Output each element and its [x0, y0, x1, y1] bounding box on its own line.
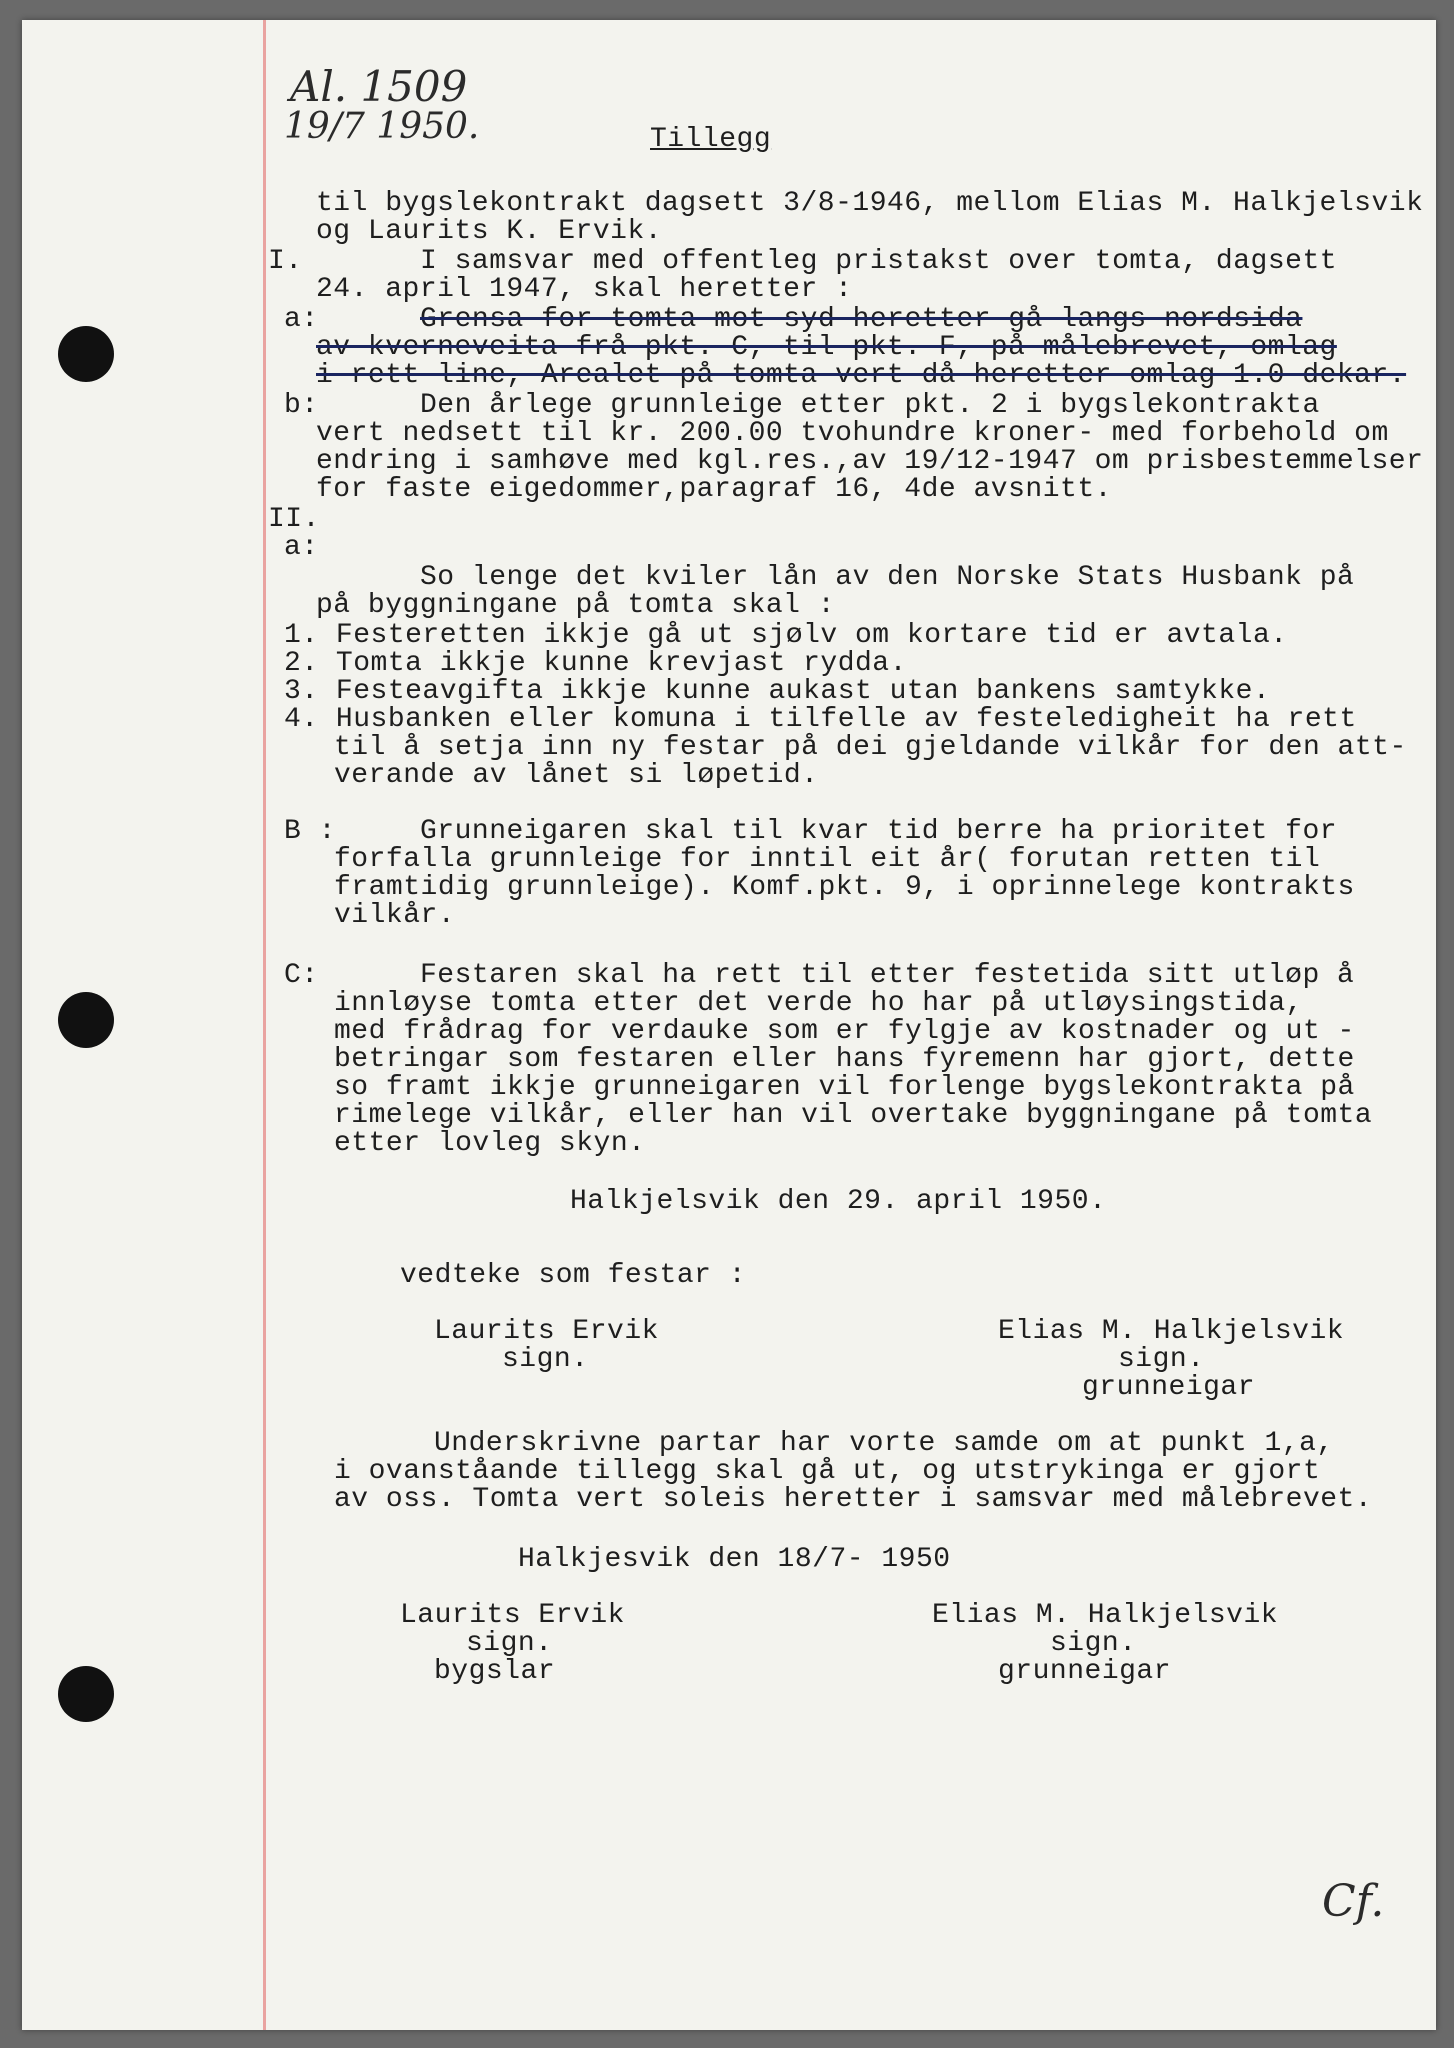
struck-line: av kverneveita frå pkt. C, til pkt. F, på målebrevet, omlag — [316, 332, 1337, 363]
paragraph-line: I samsvar med offentleg pristakst over tomta, dagsett — [420, 246, 1338, 277]
paragraph-line: med frådrag for verdauke som er fylgje av kostnader og ut - — [334, 1016, 1355, 1047]
paragraph-line: for faste eigedommer,paragraf 16, 4de avsnitt. — [316, 474, 1112, 505]
paragraph-line: av oss. Tomta vert soleis heretter i samsvar med målebrevet. — [334, 1484, 1373, 1515]
paragraph-line: vert nedsett til kr. 200.00 tvohundre kroner- med forbehold om — [316, 418, 1389, 449]
signature-name: Laurits Ervik — [400, 1600, 625, 1631]
struck-line: Grensa for tomta mot syd heretter gå langs nordsida — [420, 304, 1303, 335]
section-label: I. — [268, 246, 303, 277]
signature-role: grunneigar — [998, 1656, 1172, 1687]
handwritten-initials: Cf. — [1322, 1876, 1385, 1927]
accepted-label: vedteke som festar : — [400, 1260, 747, 1291]
punch-hole — [58, 992, 114, 1048]
paragraph-line: rimelege vilkår, eller han vil overtake byggningane på tomta — [334, 1100, 1373, 1131]
paragraph-line: endring i samhøve med kgl.res.,av 19/12-1947 om prisbestemmelser — [316, 446, 1424, 477]
punch-hole — [58, 326, 114, 382]
list-item: 2. Tomta ikkje kunne krevjast rydda. — [284, 648, 907, 679]
struck-line: i rett line, Arealet på tomta vert då heretter omlag 1.0 dekar. — [316, 360, 1407, 391]
paragraph-line: på byggningane på tomta skal : — [316, 590, 836, 621]
section-label: II. — [268, 504, 320, 535]
signature-sign: sign. — [1118, 1344, 1205, 1375]
item-label: b: — [284, 390, 319, 421]
list-item: til å setja inn ny festar på dei gjeldande vilkår for den att- — [334, 732, 1407, 763]
signature-role: grunneigar — [1082, 1372, 1256, 1403]
signature-role: bygslar — [434, 1656, 556, 1687]
signature-sign: sign. — [502, 1344, 589, 1375]
paragraph-line: i ovanståande tillegg skal gå ut, og utstrykinga er gjort — [334, 1456, 1321, 1487]
paragraph-line: etter lovleg skyn. — [334, 1128, 646, 1159]
paragraph-line: So lenge det kviler lån av den Norske Stats Husbank på — [420, 562, 1355, 593]
list-item: 3. Festeavgifta ikkje kunne aukast utan bankens samtykke. — [284, 676, 1271, 707]
paragraph-line: betringar som festaren eller hans fyremenn har gjort, dette — [334, 1044, 1355, 1075]
list-item: verande av lånet si løpetid. — [334, 760, 819, 791]
paragraph-line: innløyse tomta etter det verde ho har på utløysingstida, — [334, 988, 1303, 1019]
place-date: Halkjelsvik den 29. april 1950. — [570, 1186, 1107, 1217]
paragraph-line: vilkår. — [334, 900, 456, 931]
signature-sign: sign. — [466, 1628, 553, 1659]
paragraph-line: forfalla grunnleige for inntil eit år( forutan retten til — [334, 844, 1321, 875]
item-label: C: — [284, 960, 319, 991]
paragraph-line: Festaren skal ha rett til etter festetida sitt utløp å — [420, 960, 1355, 991]
paragraph-line: framtidig grunnleige). Komf.pkt. 9, i oprinnelege kontrakts — [334, 872, 1355, 903]
list-item: 1. Festeretten ikkje gå ut sjølv om kortare tid er avtala. — [284, 620, 1288, 651]
paragraph-line: so framt ikkje grunneigaren vil forlenge bygslekontrakta på — [334, 1072, 1355, 1103]
document-page — [22, 20, 1436, 2030]
margin-line — [263, 20, 266, 2030]
signature-name: Elias M. Halkjelsvik — [998, 1316, 1345, 1347]
item-label: a: — [284, 304, 319, 335]
handwritten-ref-number: Al. 1509 — [290, 62, 468, 111]
list-item: 4. Husbanken eller komuna i tilfelle av festeledigheit ha rett — [284, 704, 1357, 735]
paragraph-line: 24. april 1947, skal heretter : — [316, 274, 853, 305]
item-label: B : — [284, 816, 336, 847]
paragraph-line: Grunneigaren skal til kvar tid berre ha prioritet for — [420, 816, 1338, 847]
document-title: Tillegg — [650, 124, 772, 155]
paragraph-line: Den årlege grunnleige etter pkt. 2 i bygslekontrakta — [420, 390, 1320, 421]
signature-sign: sign. — [1050, 1628, 1137, 1659]
punch-hole — [58, 1666, 114, 1722]
place-date: Halkjesvik den 18/7- 1950 — [518, 1544, 951, 1575]
intro-line: og Laurits K. Ervik. — [316, 216, 663, 247]
signature-name: Laurits Ervik — [434, 1316, 659, 1347]
paragraph-line: Underskrivne partar har vorte samde om at punkt 1,a, — [434, 1428, 1334, 1459]
intro-line: til bygslekontrakt dagsett 3/8-1946, mellom Elias M. Halkjelsvik — [316, 188, 1424, 219]
item-label: a: — [284, 532, 319, 563]
signature-name: Elias M. Halkjelsvik — [932, 1600, 1279, 1631]
handwritten-ref-date: 19/7 1950. — [284, 106, 480, 147]
